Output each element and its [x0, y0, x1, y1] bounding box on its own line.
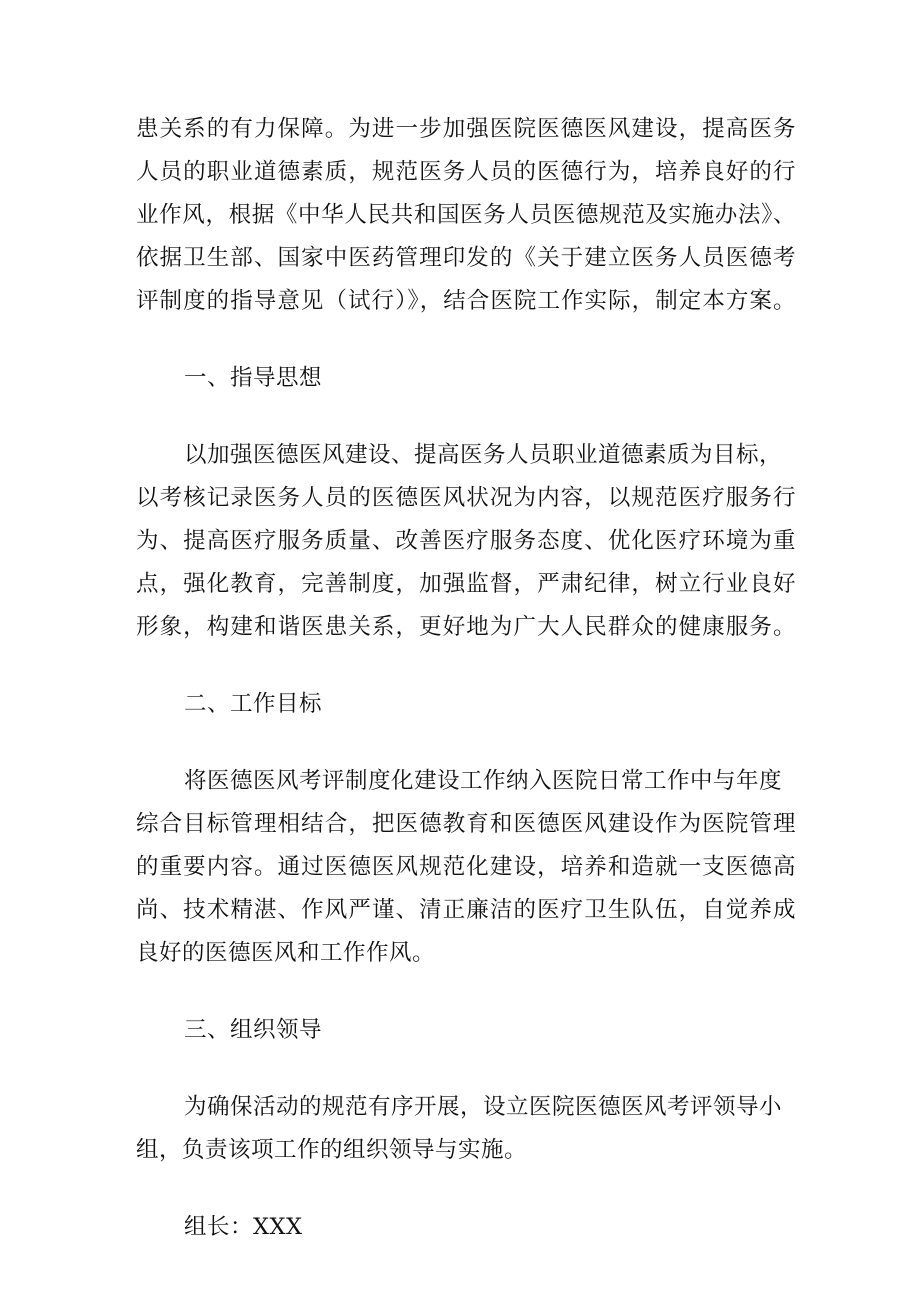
- document-body: [136, 108, 796, 1249]
- section-heading-organization: 三、组织领导: [184, 1017, 323, 1043]
- text-line: 将医德医风考评制度化建设工作纳入医院日常工作中与年度: [184, 768, 783, 794]
- text-line: 患关系的有力保障。为进一步加强医院医德医风建设，提高医务: [136, 116, 796, 142]
- leader-line: 组长：XXX: [184, 1214, 303, 1240]
- text-line: 业作风，根据《中华人民共和国医务人员医德规范及实施办法》、: [136, 202, 796, 228]
- text-line: 组，负责该项工作的组织领导与实施。: [136, 1137, 528, 1163]
- work-goals-paragraph: [136, 760, 796, 975]
- text-line: 以考核记录医务人员的医德医风状况为内容，以规范医疗服务行: [136, 485, 796, 511]
- text-line: 为、提高医疗服务质量、改善医疗服务态度、优化医疗环境为重: [136, 528, 796, 554]
- organization-paragraph: [136, 1086, 796, 1172]
- text-line: 综合目标管理相结合，把医德教育和医德医风建设作为医院管理: [136, 811, 796, 837]
- text-line: 形象，构建和谐医患关系，更好地为广大人民群众的健康服务。: [136, 614, 796, 640]
- text-line: 为确保活动的规范有序开展，设立医院医德医风考评领导小: [184, 1094, 783, 1120]
- text-line: 人员的职业道德素质，规范医务人员的医德行为，培养良好的行: [136, 159, 796, 185]
- text-line: 良好的医德医风和工作作风。: [136, 940, 436, 966]
- text-line: 评制度的指导意见（试行）》，结合医院工作实际，制定本方案。: [136, 288, 796, 314]
- section-heading-guiding-ideology: 一、指导思想: [184, 365, 323, 391]
- text-line: 的重要内容。通过医德医风规范化建设，培养和造就一支医德高: [136, 854, 796, 880]
- section-heading-work-goals: 二、工作目标: [184, 691, 323, 717]
- guiding-ideology-paragraph: [136, 434, 796, 649]
- text-line: 以加强医德医风建设、提高医务人员职业道德素质为目标，: [184, 442, 783, 468]
- text-line: 尚、技术精湛、作风严谨、清正廉洁的医疗卫生队伍，自觉养成: [136, 897, 796, 923]
- text-line: 依据卫生部、国家中医药管理印发的《关于建立医务人员医德考: [136, 245, 796, 271]
- text-line: 点，强化教育，完善制度，加强监督，严肃纪律，树立行业良好: [136, 571, 796, 597]
- intro-paragraph: [136, 108, 796, 323]
